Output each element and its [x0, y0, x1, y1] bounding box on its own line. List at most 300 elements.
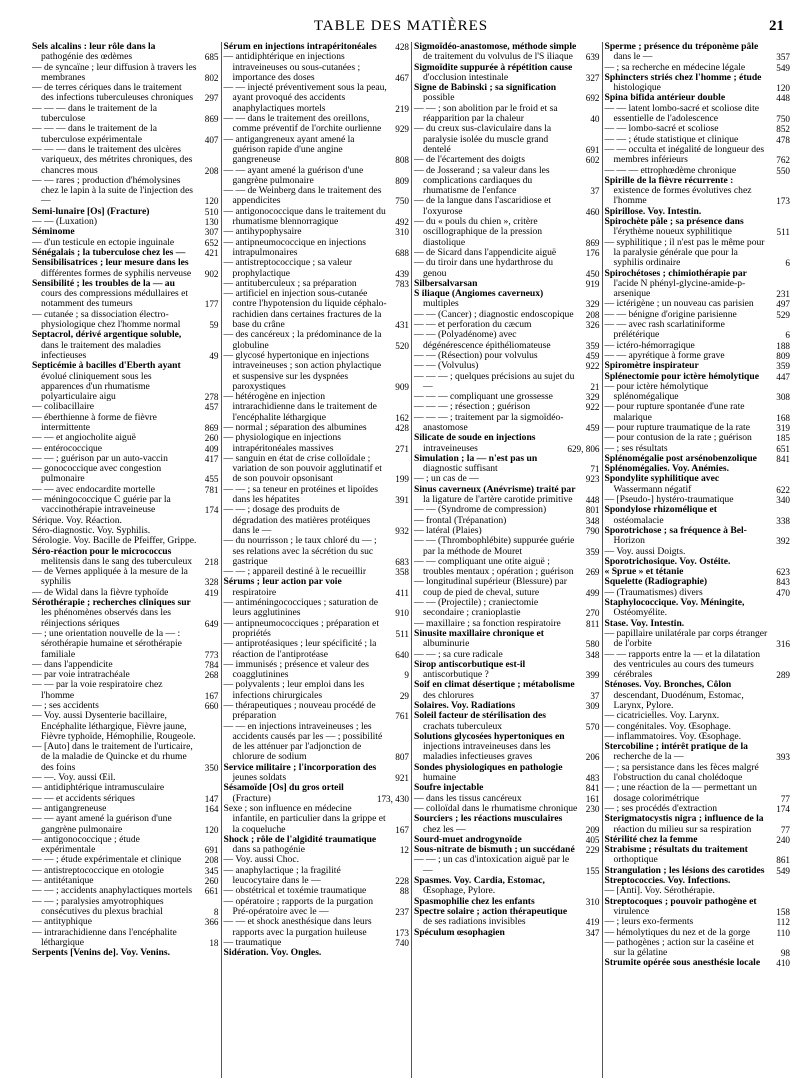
index-entry-page: 459 [585, 350, 600, 361]
index-entry-page: 340 [776, 495, 790, 506]
index-entry [605, 650, 791, 681]
index-entry [605, 73, 791, 94]
index-entry [605, 629, 791, 650]
index-entry [605, 382, 791, 403]
index-entry-page: 661 [204, 886, 219, 897]
index-entry-page: 549 [776, 865, 790, 876]
index-entry-text: Sinusite maxillaire chronique et albuminurie [414, 627, 544, 650]
index-entry-text: Staphylococcique. Voy. Méningite, Ostéomyélite. [604, 597, 745, 619]
index-entry-text: — [Anti]. Voy. Sérothérapie. [604, 885, 715, 897]
index-entry-text: — — ; son abolition par le froid et sa réapparition par la chaleur [414, 102, 558, 125]
index-entry-text: — gonococcique avec congestion pulmonaire [32, 463, 162, 485]
index-entry-text: Silbersalvarsan [414, 277, 478, 289]
index-entry [32, 814, 219, 835]
index-entry-text: — du tiroir dans une hydarthrose du genou [414, 257, 554, 279]
index-entry [32, 835, 219, 856]
index-entry-text: — sanguin en état de crise colloïdale ; variation de son pouvoir agglutinatif et de son pouvoir opsonisant [223, 452, 382, 485]
index-entry-page: 71 [590, 464, 600, 475]
index-entry-page: 919 [585, 278, 600, 289]
index-entry-text: Sésamoïde [Os] du gros orteil (Fracture) [223, 782, 344, 804]
index-entry-page: 405 [585, 834, 600, 845]
index-entry [32, 63, 219, 84]
index-entry-text: — — apyrétique à forme grave [604, 349, 725, 361]
index-entry-page: 801 [585, 505, 600, 516]
index-entry-page: 761 [395, 711, 409, 722]
index-entry-text: — cicatricielles. Voy. Larynx. [604, 710, 720, 722]
index-entry-page: 350 [204, 762, 219, 773]
index-entry [32, 711, 219, 742]
index-entry-text: Silicate de soude en injections intraveineuses [414, 432, 536, 454]
index-entry-page: 348 [585, 515, 600, 526]
index-entry-text: — hétérogène en injection intrarachidienne dans le traitement de l'encéphalite léthargique [223, 391, 377, 423]
index-entry [224, 52, 410, 83]
index-entry-page: 208 [204, 165, 219, 176]
index-entry-text: — de la langue dans l'ascaridiose et l'oxyurose [414, 195, 552, 217]
index-entry-page: 809 [395, 175, 409, 186]
index-entry-page: 328 [204, 577, 219, 588]
index-entry-page: 347 [585, 927, 600, 938]
index-entry [605, 814, 791, 835]
index-entry-text: Splénomégalies. Voy. Anémies. [604, 463, 729, 475]
index-column-4 [602, 42, 793, 1078]
index-entry-text: — — — compliquant une grossesse [414, 391, 553, 403]
index-entry-text: — — — ; résection ; guérison [414, 401, 531, 413]
index-entry-page: 329 [585, 299, 600, 310]
index-entry [224, 536, 410, 567]
index-entry [414, 763, 600, 784]
index-entry [32, 464, 219, 485]
index-entry-page: 130 [204, 217, 219, 228]
index-entry-text: Sigmoïdite suppurée à répétition cause d'occlusion intestinale [414, 61, 573, 83]
index-entry-text: — — — dans le traitement de la tuberculose [32, 102, 157, 125]
index-entry-page: 773 [204, 649, 219, 660]
index-entry [32, 279, 219, 310]
index-entry [414, 557, 600, 578]
index-entry [224, 186, 410, 207]
index-entry [224, 485, 410, 506]
index-entry [32, 83, 219, 104]
index-entry-page: 921 [395, 773, 409, 784]
index-entry-page: 691 [204, 845, 219, 856]
index-entry [414, 104, 600, 125]
index-entry-page: 173 [395, 927, 409, 938]
index-entry-page: 781 [204, 484, 219, 495]
index-entry [32, 176, 219, 207]
index-entry-text: Septicémie à bacilles d'Eberth ayant évolué cliniquement sous les apparences d'un rhumatisme polyarticulaire aigu [32, 360, 181, 403]
index-entry-text: — antistreptococcique ; sa valeur prophylactique [223, 257, 352, 279]
index-entry-text: Spectre solaire ; action thérapeutique de ses radiations invisibles [414, 905, 568, 928]
index-entry-page: 909 [395, 381, 409, 392]
index-entry-page: 12 [399, 845, 409, 856]
index-entry-text: — — (Volvulus) [414, 360, 479, 372]
index-column-2 [221, 42, 412, 1078]
index-entry-text: Sporotrichose ; sa fréquence à Bel-Horizon [604, 524, 747, 547]
index-entry [414, 454, 600, 475]
index-entry-page: 188 [776, 340, 790, 351]
index-entry-text: — de terres cériques dans le traitement des infections tuberculeuses chroniques [32, 82, 194, 104]
index-entry [414, 855, 600, 876]
index-entry-page: 21 [590, 381, 600, 392]
index-entry-page: 208 [585, 309, 600, 320]
index-entry-page: 843 [776, 577, 790, 588]
index-entry-text: Streptocoques ; pouvoir pathogène et virulence [604, 895, 757, 917]
index-entry-text: Streptococcies. Voy. Infections. [604, 875, 731, 887]
index-entry-page: 88 [399, 886, 409, 897]
index-entry-page: 419 [204, 587, 219, 598]
index-entry-text: — ; ses accidents [32, 700, 99, 711]
index-entry-page: 345 [204, 865, 219, 876]
index-entry-page: 6 [785, 258, 790, 269]
index-entry-text: — antigonococcique ; étude expérimentale [32, 833, 140, 856]
index-entry-text: Sterigmatocystis nigra ; influence de la réaction du milieu sur sa respiration [604, 813, 764, 835]
index-entry-page: 683 [395, 556, 409, 567]
index-entry-text: — longitudinal supérieur (Blessure) par coup de pied de cheval, suture [414, 576, 567, 598]
index-entry-page: 457 [204, 402, 219, 413]
index-entry [32, 547, 219, 568]
index-entry-text: — — — dans le traitement des ulcères variqueux, des métrites chroniques, des chancres mous [32, 143, 193, 176]
index-entry-text: — ictéro-hémorragique [604, 339, 695, 351]
index-entry [224, 258, 410, 279]
index-entry-text: Sondes physiologiques en pathologie humaine [414, 761, 563, 784]
index-entry-page: 750 [776, 114, 790, 125]
index-entry-page: 750 [395, 196, 409, 207]
index-entry-page: 790 [585, 525, 600, 536]
index-entry [414, 83, 600, 104]
index-entry-text: — — (Cancer) ; diagnostic endoscopique [414, 308, 574, 320]
index-entry-text: — obstétrical et toxémie traumatique [223, 885, 367, 897]
index-entry-text: — syphilitique ; il n'est pas le même pour la paralysie générale que pour la syphilis ordinaire [604, 236, 765, 269]
index-entry-page: 392 [776, 536, 790, 547]
index-entry [605, 176, 791, 207]
index-entry-text: Séro-diagnostic. Voy. Syphilis. [32, 524, 151, 536]
index-entry [605, 917, 791, 927]
index-entry-page: 358 [395, 567, 409, 578]
index-entry-page: 162 [395, 412, 409, 423]
index-entry-text: — colloïdal dans le rhumatisme chronique [414, 802, 578, 814]
index-entry [224, 639, 410, 660]
index-entry-text: Splénomégalie post arsénobenzolique [604, 452, 757, 464]
index-entry [414, 907, 600, 928]
index-entry-page: 450 [585, 268, 600, 279]
index-entry-page: 260 [204, 433, 219, 444]
index-entry-text: Sensibilisatrices ; leur mesure dans les différentes formes de syphilis nerveuse [32, 257, 192, 279]
index-entry-page: 869 [585, 237, 600, 248]
index-entry-text: — — ; appareil destiné à le recueillir [223, 566, 367, 578]
index-entry-page: 409 [204, 443, 219, 454]
index-entry [605, 742, 791, 763]
index-entry-page: 740 [395, 937, 409, 948]
index-entry [32, 629, 219, 660]
index-entry-text: — pathogènes ; action sur la caséine et sur la gélatine [604, 936, 754, 959]
index-entry-page: 120 [776, 83, 790, 94]
index-entry-text: — — — ; traitement par la sigmoïdéo-anastomose [414, 411, 564, 433]
index-entry-text: — — et accidents sériques [32, 792, 135, 804]
index-entry-text: — latéral (Plaies) [414, 524, 482, 536]
index-entry-text: Sérums ; leur action par voie respiratoire [223, 576, 342, 598]
index-entry-text: Sérique. Voy. Réaction. [32, 514, 122, 526]
index-entry-text: Spirille de la fièvre récurrente : existence de formes évolutives chez l'homme [604, 174, 752, 207]
index-entry-page: 168 [776, 412, 790, 423]
index-entry-text: — artificiel en injection sous-cutanée contre l'hypotension du liquide céphalo-rachidien dans certaines fractures de la base du crâne [223, 288, 387, 331]
index-entry-page: 448 [776, 93, 790, 104]
index-entry-text: — — ; étude statistique et clinique [604, 133, 739, 145]
index-entry-page: 869 [204, 422, 219, 433]
index-entry [32, 567, 219, 588]
index-entry [32, 124, 219, 145]
index-entry [224, 166, 410, 187]
index-entry-page: 9 [404, 670, 409, 681]
index-entry-text: — de Sicard dans l'appendicite aiguë [414, 246, 557, 258]
index-entry-text: Sphincters striés chez l'homme ; étude histologique [604, 71, 762, 94]
index-entry-page: 174 [204, 505, 219, 516]
index-entry-page: 497 [776, 299, 790, 310]
index-entry-page: 219 [395, 103, 409, 114]
index-entry-page: 164 [204, 803, 219, 814]
index-entry-page: 807 [395, 752, 409, 763]
index-entry-text: — dans l'appendicite [32, 658, 113, 670]
index-entry-page: 910 [395, 608, 409, 619]
index-entry-page: 37 [590, 690, 600, 701]
index-entry-page: 29 [399, 690, 409, 701]
index-entry-text: — pour rupture spontanée d'une rate malarique [604, 401, 745, 423]
index-entry-text: — — lombo-sacré et scoliose [604, 123, 719, 135]
index-entry-text: Soif en climat désertique ; métabolisme des chlorures [414, 679, 575, 701]
index-entry-text: Solutions glycosées hypertoniques en injections intraveineuses dans les maladies infectieuses graves [414, 730, 565, 763]
index-entry [605, 269, 791, 300]
index-entry [32, 42, 219, 63]
index-entry-page: 407 [204, 134, 219, 145]
index-entry-page: 316 [776, 639, 790, 650]
index-entry-page: 359 [585, 340, 600, 351]
index-entry-page: 269 [585, 567, 600, 578]
page-header [18, 18, 784, 40]
index-entry-text: — de Vernes appliquée à la mesure de la syphilis [32, 566, 188, 588]
index-entry-text: — Voy. aussi Doigts. [604, 545, 686, 557]
index-entry-page: 691 [585, 144, 600, 155]
index-entry-page: 623 [776, 567, 790, 578]
index-entry [224, 948, 410, 958]
index-entry-text: — Voy. aussi Dysenterie bacillaire, Encéphalite léthargique, Fièvre jaune, Fièvre typhoïde, Hémophilie, Rougeole. [32, 710, 196, 742]
index-entry [32, 145, 219, 176]
index-entry-page: 410 [776, 958, 790, 969]
index-entry-page: 529 [776, 309, 790, 320]
index-entry-text: — de Widal dans la fièvre typhoïde [32, 586, 169, 598]
index-entry-text: — ; une orientation nouvelle de la — : sérothérapie humaine et sérothérapie familiale [32, 627, 182, 660]
index-entry-page: 37 [590, 186, 600, 197]
index-entry-page: 483 [585, 773, 600, 784]
index-entry-page: 922 [585, 402, 600, 413]
index-entry-page: 329 [585, 392, 600, 403]
index-entry [414, 680, 600, 701]
index-entry [32, 413, 219, 434]
index-entry-text: — — et shock anesthésique dans leurs rapports avec la purgation huileuse [223, 916, 372, 938]
index-entry-page: 622 [776, 484, 790, 495]
index-entry-text: — hémolytiques du nez et de la gorge [604, 926, 751, 938]
index-entry-text: Sirop antiscorbutique est-il antiscorbutique ? [414, 658, 526, 681]
index-entry-page: 155 [585, 865, 600, 876]
index-entry-page: 923 [585, 474, 600, 485]
index-entry-page: 40 [590, 114, 600, 125]
index-entry-text: — — de Weinberg dans le traitement des appendicites [223, 185, 382, 207]
index-entry-text: Strumite opérée sous anesthésie locale [604, 957, 761, 969]
index-entry [414, 814, 600, 835]
index-entry-page: 639 [585, 52, 600, 63]
index-entry [605, 104, 791, 125]
index-entry-page: 419 [585, 917, 600, 928]
index-entry [224, 289, 410, 330]
index-entry-text: — — (Syndrome de compression) [414, 504, 547, 516]
index-entry-page: 809 [776, 350, 790, 361]
index-entry-page: 492 [395, 217, 409, 228]
index-entry-text: — de Josserand ; sa valeur dans les complications cardiaques du rhumatisme de l'enfance [414, 164, 550, 197]
index-entry-text: Sérum en injections intrapéritonéales [223, 42, 377, 52]
index-entry-page: 120 [204, 824, 219, 835]
index-entry [32, 258, 219, 279]
index-entry [224, 804, 410, 835]
index-entry-page: 570 [585, 721, 600, 732]
index-entry-text: — inflammatoires. Voy. Œsophage. [604, 730, 742, 742]
index-entry-page: 649 [204, 618, 219, 629]
index-entry-text: Simulation ; la — n'est pas un diagnostic suffisant [414, 452, 538, 475]
index-entry-page: 359 [776, 361, 790, 372]
index-entry-text: Sigmoïdéo-anastomose, méthode simple de traitement du volvulus de l'S iliaque [414, 42, 577, 63]
index-entry-page: 240 [776, 834, 790, 845]
index-column-3 [411, 42, 602, 1078]
index-entry-text: — — (Projectile) ; craniectomie secondaire ; cranioplastie [414, 597, 539, 619]
index-entry [32, 536, 219, 546]
index-entry-text: Serpents [Venins de]. Voy. Venins. [32, 947, 170, 959]
index-entry-page: 811 [586, 618, 600, 629]
index-entry [414, 732, 600, 763]
index-entry-text: — congénitales. Voy. Œsophage. [604, 720, 731, 732]
index-entry-text: Sporotrichosique. Voy. Ostéite. [604, 555, 731, 567]
index-entry-text: Sidération. Voy. Ongles. [223, 947, 322, 959]
index-entry-text: Sels alcalins : leur rôle dans la pathogénie des œdèmes [32, 42, 156, 63]
index-entry [605, 598, 791, 619]
index-entry-page: 366 [204, 917, 219, 928]
index-entry-page: 98 [780, 948, 790, 959]
index-entry-text: — des cancéreux ; la prédominance de la globuline [223, 329, 382, 351]
index-entry-text: — antigangreneuse [32, 802, 107, 814]
index-entry-page: 289 [776, 670, 790, 681]
index-entry-page: 8 [213, 906, 219, 917]
index-entry-text: Stérilité chez la femme [604, 833, 698, 845]
index-entry-text: S iliaque (Angiomes caverneux) multiples [414, 288, 544, 310]
index-entry-text: — — en injections intraveineuses ; les accidents causés par les — ; possibilité de les atténuer par l'adjonction de chlorure de sodium [223, 720, 383, 763]
index-entry-text: — ; leurs exo-ferments [604, 916, 694, 928]
index-entry-page: 147 [204, 793, 219, 804]
index-entry-text: — — ; étude expérimentale et clinique [32, 854, 182, 866]
index-entry-text: — — ayant amené la guérison d'une gangrène pulmonaire [223, 164, 364, 186]
index-entry-page: 439 [395, 268, 409, 279]
index-entry-text: — — avec rash scarlatiniforme prélétérique [604, 319, 725, 341]
index-entry-text: — dans les tissus cancéreux [414, 792, 522, 804]
index-entry-text: Spondylose rhizomélique et ostéomalacie [604, 504, 717, 526]
index-entry-text: — — avec endocardite mortelle [32, 483, 156, 495]
index-entry [605, 958, 791, 968]
index-entry-page: 692 [585, 93, 600, 104]
index-entry-page: 161 [585, 793, 600, 804]
index-entry-page: 902 [204, 268, 219, 279]
index-entry-page: 929 [395, 124, 409, 135]
index-entry-page: 841 [585, 783, 600, 794]
index-entry-text: Spéculum œsophagien [414, 926, 505, 938]
index-entry-text: — — rares ; production d'hémolysines chez le lapin à la suite de l'injection des — [32, 174, 193, 207]
index-entry-text: — antihypophysaire [223, 226, 302, 238]
index-entry-page: 411 [395, 587, 409, 598]
index-entry-page: 784 [204, 659, 219, 670]
index-entry-page: 199 [395, 474, 409, 485]
index-entry-page: 270 [585, 608, 600, 619]
index-entry-text: — — rapports entre la — et la dilatation des ventricules au cours des tumeurs cérébrales [604, 648, 761, 681]
index-entry-text: — — — ettrophœdème chronique [604, 164, 737, 176]
index-entry [32, 495, 219, 516]
index-entry-text: — physiologique en injections intrapéritonéales massives [223, 432, 342, 454]
page-title: TABLE DES MATIÈRES [313, 18, 489, 34]
index-entry-text: — méningococcique C guérie par la vaccinothérapie intraveineuse [32, 494, 171, 516]
index-entry-text: — immunisés ; présence et valeur des coagglutinines [223, 658, 369, 681]
index-entry-page: 307 [204, 227, 219, 238]
index-entry-text: — Voy. aussi Choc. [223, 854, 300, 866]
index-entry [224, 577, 410, 598]
index-entry [605, 145, 791, 166]
index-entry [224, 114, 410, 135]
index-entry-text: — papillaire unilatérale par corps étranger de l'orbite [604, 627, 768, 650]
index-entry-page: 348 [585, 649, 600, 660]
index-entry [414, 63, 600, 84]
index-entry-text: — — et angiocholite aiguë [32, 432, 136, 444]
index-entry [414, 928, 600, 938]
index-entry-page: 319 [776, 422, 790, 433]
index-entry [414, 433, 600, 454]
index-entry-page: 208 [204, 855, 219, 866]
index-entry [224, 454, 410, 485]
index-entry-page: 549 [776, 62, 790, 73]
index-entry [605, 474, 791, 495]
index-entry-text: — antigangreneux ayant amené la guérison rapide d'une angine gangreneuse [223, 133, 355, 166]
index-entry-text: — anaphylactique ; la fragilité leucocytaire dans le — [223, 864, 341, 887]
index-entry [414, 330, 600, 351]
index-entry-page: 511 [776, 227, 790, 238]
index-entry [414, 124, 600, 155]
index-entry [224, 897, 410, 918]
index-entry [605, 320, 791, 341]
index-entry-text: — éberthienne à forme de fièvre intermittente [32, 411, 157, 433]
index-entry-text: Sénégalais ; la tuberculose chez les — [32, 246, 186, 258]
index-entry-page: 268 [204, 670, 219, 681]
index-entry [224, 598, 410, 619]
index-entry-text: — antipneumococciques ; préparation et propriétés [223, 617, 380, 639]
index-entry-page: 685 [204, 52, 219, 63]
index-entry-text: — — ; sa cure radicale [414, 648, 503, 660]
index-entry-text: Séminome [32, 226, 75, 238]
index-entry-text: — pour rupture traumatique de la rate [604, 421, 750, 433]
index-entry-page: 326 [585, 320, 600, 331]
index-entry-text: Shock ; rôle de l'algidité traumatique dans sa pathogénie [223, 833, 377, 856]
index-entry-text: — — par la voie respiratoire chez l'homme [32, 679, 163, 701]
index-entry [224, 330, 410, 351]
index-entry-text: Soufre injectable [414, 782, 484, 794]
index-entry-text: — pour ictère hémolytique splénomégalique [604, 380, 709, 403]
index-entry-text: — pour contusion de la rate ; guérison [604, 432, 752, 444]
index-entry-page: 229 [585, 845, 600, 856]
index-entry-text: — entérococcique [32, 442, 103, 454]
index-entry-page: 629, 806 [567, 443, 600, 454]
index-entry [224, 701, 410, 722]
index-entry-text: — traumatique [223, 936, 282, 948]
index-entry [605, 505, 791, 526]
index-entry-page: 652 [204, 237, 219, 248]
